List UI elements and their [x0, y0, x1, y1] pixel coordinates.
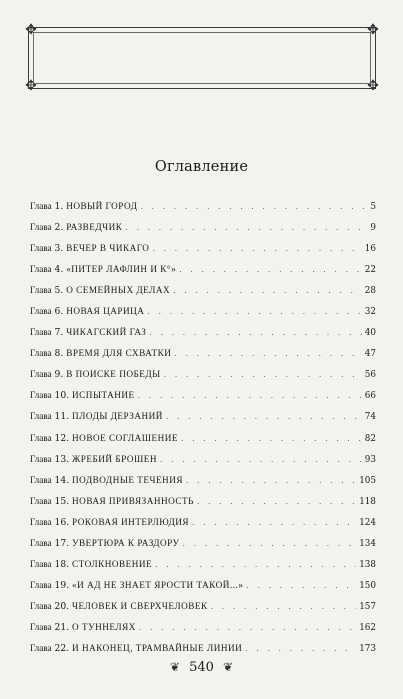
toc-chapter-word: Глава	[30, 285, 52, 296]
toc-leader-dots	[147, 307, 361, 316]
toc-chapter-word: Глава	[30, 537, 52, 548]
toc-entry	[30, 538, 376, 559]
toc-page-number: 173	[359, 643, 376, 654]
toc-entry	[30, 517, 376, 538]
toc-leader-dots	[155, 560, 356, 569]
toc-chapter-label	[30, 285, 170, 296]
toc-entry	[30, 411, 376, 432]
toc-page-number: 47	[364, 349, 376, 360]
toc-entry	[30, 475, 376, 496]
toc-chapter-word: Глава	[30, 432, 52, 443]
toc-chapter-label	[30, 348, 171, 359]
header-ornament-frame	[25, 22, 379, 94]
toc-chapter-label	[30, 580, 243, 591]
toc-chapter-title: СТОЛКНОВЕНИЕ	[72, 558, 153, 569]
toc-leader-dots	[179, 265, 362, 274]
toc-page-number: 32	[364, 307, 376, 318]
toc-entry	[30, 327, 376, 348]
toc-chapter-word: Глава	[30, 306, 52, 317]
toc-chapter-number: 14.	[54, 474, 70, 486]
toc-chapter-word: Глава	[30, 222, 52, 233]
toc-chapter-label	[30, 475, 183, 486]
toc-chapter-number: 22.	[54, 642, 70, 654]
toc-chapter-number: 19.	[54, 579, 70, 591]
toc-entry	[30, 580, 376, 601]
toc-chapter-number: 8.	[54, 348, 64, 360]
toc-page-number: 66	[364, 391, 376, 402]
toc-chapter-label	[30, 369, 161, 380]
toc-chapter-title: ПОДВОДНЫЕ ТЕЧЕНИЯ	[72, 474, 183, 485]
toc-chapter-word: Глава	[30, 516, 52, 527]
toc-page-number: 22	[364, 265, 376, 276]
page-title: Оглавление	[154, 159, 249, 175]
toc-page-number: 5	[370, 202, 376, 212]
toc-page-number: 105	[359, 475, 376, 486]
footer-ornament-right-icon: ❦	[223, 660, 234, 674]
toc-chapter-number: 2.	[54, 222, 64, 234]
toc-chapter-number: 20.	[54, 600, 70, 612]
toc-chapter-title: ЧИКАГСКИЙ ГАЗ	[66, 327, 147, 338]
toc-chapter-number: 16.	[54, 516, 70, 528]
toc-chapter-title: НОВАЯ ЦАРИЦА	[66, 306, 145, 317]
toc-entry	[30, 622, 376, 643]
toc-leader-dots	[138, 391, 362, 400]
toc-chapter-label	[30, 496, 194, 507]
toc-page-number: 40	[364, 328, 376, 339]
toc-chapter-title: И НАКОНЕЦ, ТРАМВАЙНЫЕ ЛИНИИ	[72, 642, 243, 653]
toc-page-number: 162	[359, 622, 376, 633]
toc-leader-dots	[140, 202, 367, 211]
toc-chapter-number: 7.	[54, 327, 64, 339]
toc-chapter-number: 21.	[54, 621, 70, 633]
toc-chapter-label	[30, 622, 136, 633]
toc-chapter-label	[30, 454, 157, 465]
toc-chapter-word: Глава	[30, 453, 52, 464]
toc-leader-dots	[197, 497, 356, 506]
toc-leader-dots	[125, 223, 367, 232]
toc-chapter-number: 3.	[54, 243, 64, 255]
toc-page-number: 82	[364, 433, 376, 444]
toc-chapter-number: 6.	[54, 306, 64, 318]
toc-leader-dots	[164, 370, 362, 379]
toc-chapter-label	[30, 222, 122, 233]
toc-page-number: 93	[364, 454, 376, 465]
toc-page-number: 9	[370, 223, 376, 234]
toc-entry	[30, 601, 376, 622]
toc-chapter-word: Глава	[30, 201, 52, 211]
toc-chapter-title: В ПОИСКЕ ПОБЕДЫ	[66, 369, 161, 380]
toc-chapter-word: Глава	[30, 579, 52, 590]
toc-entry	[30, 222, 376, 243]
toc-chapter-title: РАЗВЕДЧИК	[66, 222, 123, 233]
toc-chapter-number: 13.	[54, 453, 70, 465]
toc-chapter-word: Глава	[30, 495, 52, 506]
toc-entry	[30, 285, 376, 306]
toc-page-number: 118	[359, 496, 376, 507]
toc-entry	[30, 264, 376, 285]
toc-page-number: 28	[364, 286, 376, 297]
toc-chapter-word: Глава	[30, 369, 52, 380]
toc-chapter-word: Глава	[30, 327, 52, 338]
toc-chapter-word: Глава	[30, 243, 52, 254]
toc-chapter-title: «И АД НЕ ЗНАЕТ ЯРОСТИ ТАКОЙ...»	[72, 579, 244, 590]
toc-chapter-title: О ТУННЕЛЯХ	[72, 621, 136, 632]
toc-chapter-number: 12.	[54, 432, 70, 444]
toc-leader-dots	[139, 623, 356, 632]
toc-chapter-title: «ПИТЕР ЛАФЛИН И К°»	[66, 264, 177, 275]
toc-chapter-title: НОВЫЙ ГОРОД	[66, 201, 138, 211]
table-of-contents	[30, 201, 376, 664]
toc-chapter-word: Глава	[30, 621, 52, 632]
toc-chapter-word: Глава	[30, 348, 52, 359]
corner-ornament-icon: ✥	[25, 78, 37, 94]
toc-leader-dots	[152, 244, 361, 253]
toc-leader-dots	[186, 476, 356, 485]
toc-entry	[30, 390, 376, 411]
toc-leader-dots	[245, 644, 356, 653]
toc-chapter-title: УВЕРТЮРА К РАЗДОРУ	[72, 537, 180, 548]
toc-chapter-number: 9.	[54, 369, 64, 381]
corner-ornament-icon: ✥	[367, 78, 379, 94]
toc-chapter-number: 4.	[54, 264, 64, 276]
page-number: 540	[189, 660, 214, 675]
toc-leader-dots	[166, 412, 362, 421]
toc-chapter-label	[30, 306, 144, 317]
page-footer	[0, 660, 403, 675]
corner-ornament-icon: ✥	[25, 22, 37, 38]
toc-chapter-label	[30, 538, 180, 549]
toc-chapter-title: НОВАЯ ПРИВЯЗАННОСТЬ	[72, 495, 194, 506]
toc-chapter-title: О СЕМЕЙНЫХ ДЕЛАХ	[66, 285, 171, 296]
toc-entry	[30, 496, 376, 517]
toc-chapter-title: НОВОЕ СОГЛАШЕНИЕ	[72, 432, 178, 443]
toc-chapter-title: ЖРЕБИЙ БРОШЕН	[72, 453, 157, 464]
toc-chapter-label	[30, 327, 146, 338]
toc-chapter-title: ВРЕМЯ ДЛЯ СХВАТКИ	[66, 348, 172, 359]
toc-chapter-number: 10.	[54, 390, 70, 402]
toc-entry	[30, 243, 376, 264]
toc-leader-dots	[181, 434, 362, 443]
toc-chapter-label	[30, 559, 152, 570]
toc-chapter-word: Глава	[30, 474, 52, 485]
toc-chapter-title: РОКОВАЯ ИНТЕРЛЮДИЯ	[72, 516, 189, 527]
toc-leader-dots	[211, 602, 357, 611]
toc-page-number: 150	[359, 580, 376, 591]
footer-ornament-left-icon: ❦	[169, 660, 180, 674]
toc-chapter-number: 1.	[54, 201, 64, 212]
toc-page-number: 74	[364, 412, 376, 423]
toc-leader-dots	[173, 286, 362, 295]
toc-chapter-label	[30, 201, 137, 212]
toc-entry	[30, 433, 376, 454]
toc-chapter-word: Глава	[30, 411, 52, 422]
toc-page-number: 124	[359, 517, 376, 528]
toc-page-number: 56	[364, 370, 376, 381]
toc-chapter-label	[30, 643, 242, 654]
toc-chapter-label	[30, 264, 176, 275]
toc-leader-dots	[174, 349, 361, 358]
toc-leader-dots	[160, 455, 362, 464]
toc-leader-dots	[149, 328, 361, 337]
toc-entry	[30, 306, 376, 327]
toc-chapter-number: 5.	[54, 285, 64, 297]
toc-page-number: 157	[359, 601, 376, 612]
corner-ornament-icon: ✥	[367, 22, 379, 38]
toc-chapter-number: 11.	[54, 411, 70, 423]
toc-leader-dots	[183, 539, 357, 548]
toc-chapter-label	[30, 411, 163, 422]
toc-chapter-word: Глава	[30, 642, 52, 653]
toc-chapter-label	[30, 517, 189, 528]
toc-chapter-label	[30, 433, 178, 444]
toc-entry	[30, 348, 376, 369]
toc-chapter-title: ИСПЫТАНИЕ	[72, 390, 135, 401]
toc-entry	[30, 201, 376, 222]
toc-chapter-word: Глава	[30, 390, 52, 401]
toc-chapter-number: 18.	[54, 558, 70, 570]
toc-chapter-number: 15.	[54, 495, 70, 507]
toc-leader-dots	[192, 518, 356, 527]
toc-chapter-title: ЧЕЛОВЕК И СВЕРХЧЕЛОВЕК	[72, 600, 208, 611]
toc-chapter-word: Глава	[30, 558, 52, 569]
toc-chapter-number: 17.	[54, 537, 70, 549]
toc-chapter-label	[30, 601, 208, 612]
toc-page-number: 138	[359, 559, 376, 570]
toc-page-number: 134	[359, 538, 376, 549]
toc-chapter-word: Глава	[30, 264, 52, 275]
toc-page-number: 16	[364, 244, 376, 255]
toc-chapter-word: Глава	[30, 600, 52, 611]
toc-chapter-title: ВЕЧЕР В ЧИКАГО	[66, 243, 150, 254]
toc-leader-dots	[246, 581, 356, 590]
toc-entry	[30, 454, 376, 475]
toc-chapter-label	[30, 390, 135, 401]
toc-chapter-title: ПЛОДЫ ДЕРЗАНИЙ	[72, 411, 163, 422]
toc-entry	[30, 369, 376, 390]
toc-chapter-label	[30, 243, 149, 254]
toc-entry	[30, 559, 376, 580]
